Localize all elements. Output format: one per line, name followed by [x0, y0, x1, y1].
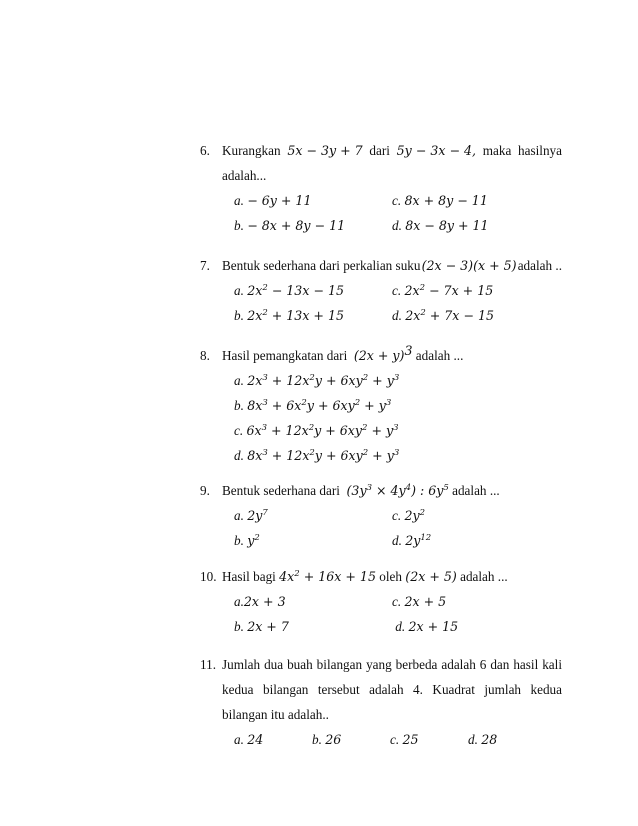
- question-stem: Bentuk sederhana dari perkalian suku (2x − 3)(x + 5) adalah ..: [222, 258, 562, 273]
- answer-options: [234, 278, 562, 328]
- option-b[interactable]: b. − 8x + 8y − 11: [234, 218, 346, 233]
- question-stem: Hasil pemangkatan dari $(2x + y)^3$ adalah ...: [222, 343, 464, 363]
- option-d[interactable]: d. $2y^{12}$: [392, 533, 432, 548]
- option-d[interactable]: d. 2x + 15: [395, 619, 459, 634]
- question-number: 6.: [200, 143, 210, 158]
- question-6: [200, 138, 562, 238]
- option-a[interactable]: a. $2y^7$: [234, 508, 268, 523]
- answer-options: [234, 368, 562, 468]
- question-stem-line2: kedua bilangan tersebut adalah 4. Kuadrat jumlah kedua: [222, 682, 562, 697]
- question-7: [200, 253, 562, 328]
- option-c[interactable]: c. $2x^2 - 7x + 15$: [392, 283, 494, 298]
- option-b[interactable]: b. $8x^3 + 6x^2y + 6xy^2 + y^3$: [234, 398, 392, 413]
- question-number: 7.: [200, 258, 210, 273]
- answer-options: [234, 188, 562, 238]
- question-stem: Jumlah dua buah bilangan yang berbeda adalah 6 dan hasil kali: [222, 657, 562, 672]
- question-stem-line3: bilangan itu adalah..: [222, 707, 329, 722]
- question-number: 10.: [200, 569, 217, 584]
- option-d[interactable]: d. $2x^2 + 7x - 15$: [392, 308, 494, 323]
- question-number: 11.: [200, 657, 216, 672]
- question-stem: Bentuk sederhana dari $(3y^3 \times 4y^4)$ : $6y^5$ adalah ...: [222, 483, 500, 498]
- question-stem-continued: adalah...: [222, 168, 267, 183]
- option-d[interactable]: d. 8x − 8y + 11: [392, 218, 489, 233]
- question-10: [200, 564, 562, 639]
- option-b[interactable]: b. 2x + 7: [234, 619, 289, 634]
- question-stem: Kurangkan 5x − 3y + 7 dari 5y − 3x − 4, maka hasilnya: [222, 143, 562, 158]
- option-d[interactable]: d. $8x^3 + 12x^2y + 6xy^2 + y^3$: [234, 448, 400, 463]
- option-a[interactable]: a.2x + 3: [234, 594, 286, 609]
- option-a[interactable]: a. 24: [234, 732, 264, 747]
- option-a[interactable]: a. $2x^2 - 13x - 15$: [234, 283, 345, 298]
- question-stem: Hasil bagi $4x^2 + 16x + 15$ oleh (2x + 5) adalah ...: [222, 569, 508, 584]
- option-b[interactable]: b. $y^2$: [234, 533, 260, 548]
- option-c[interactable]: c. 25: [390, 732, 419, 747]
- option-a[interactable]: a. − 6y + 11: [234, 193, 312, 208]
- question-number: 9.: [200, 483, 210, 498]
- option-b[interactable]: b. 26: [312, 732, 342, 747]
- option-c[interactable]: c. $6x^3 + 12x^2y + 6xy^2 + y^3$: [234, 423, 399, 438]
- option-a[interactable]: a. $2x^3 + 12x^2y + 6xy^2 + y^3$: [234, 373, 400, 388]
- question-number: 8.: [200, 348, 210, 363]
- option-c[interactable]: c. $2y^2$: [392, 508, 426, 523]
- option-c[interactable]: c. 2x + 5: [392, 594, 447, 609]
- answer-options: [234, 727, 562, 752]
- question-9: [200, 478, 562, 553]
- answer-options: [234, 503, 562, 553]
- question-11: [200, 652, 562, 752]
- question-8: [200, 343, 562, 468]
- option-d[interactable]: d. 28: [468, 732, 498, 747]
- option-c[interactable]: c. 8x + 8y − 11: [392, 193, 488, 208]
- option-b[interactable]: b. $2x^2 + 13x + 15$: [234, 308, 345, 323]
- answer-options: [234, 589, 562, 639]
